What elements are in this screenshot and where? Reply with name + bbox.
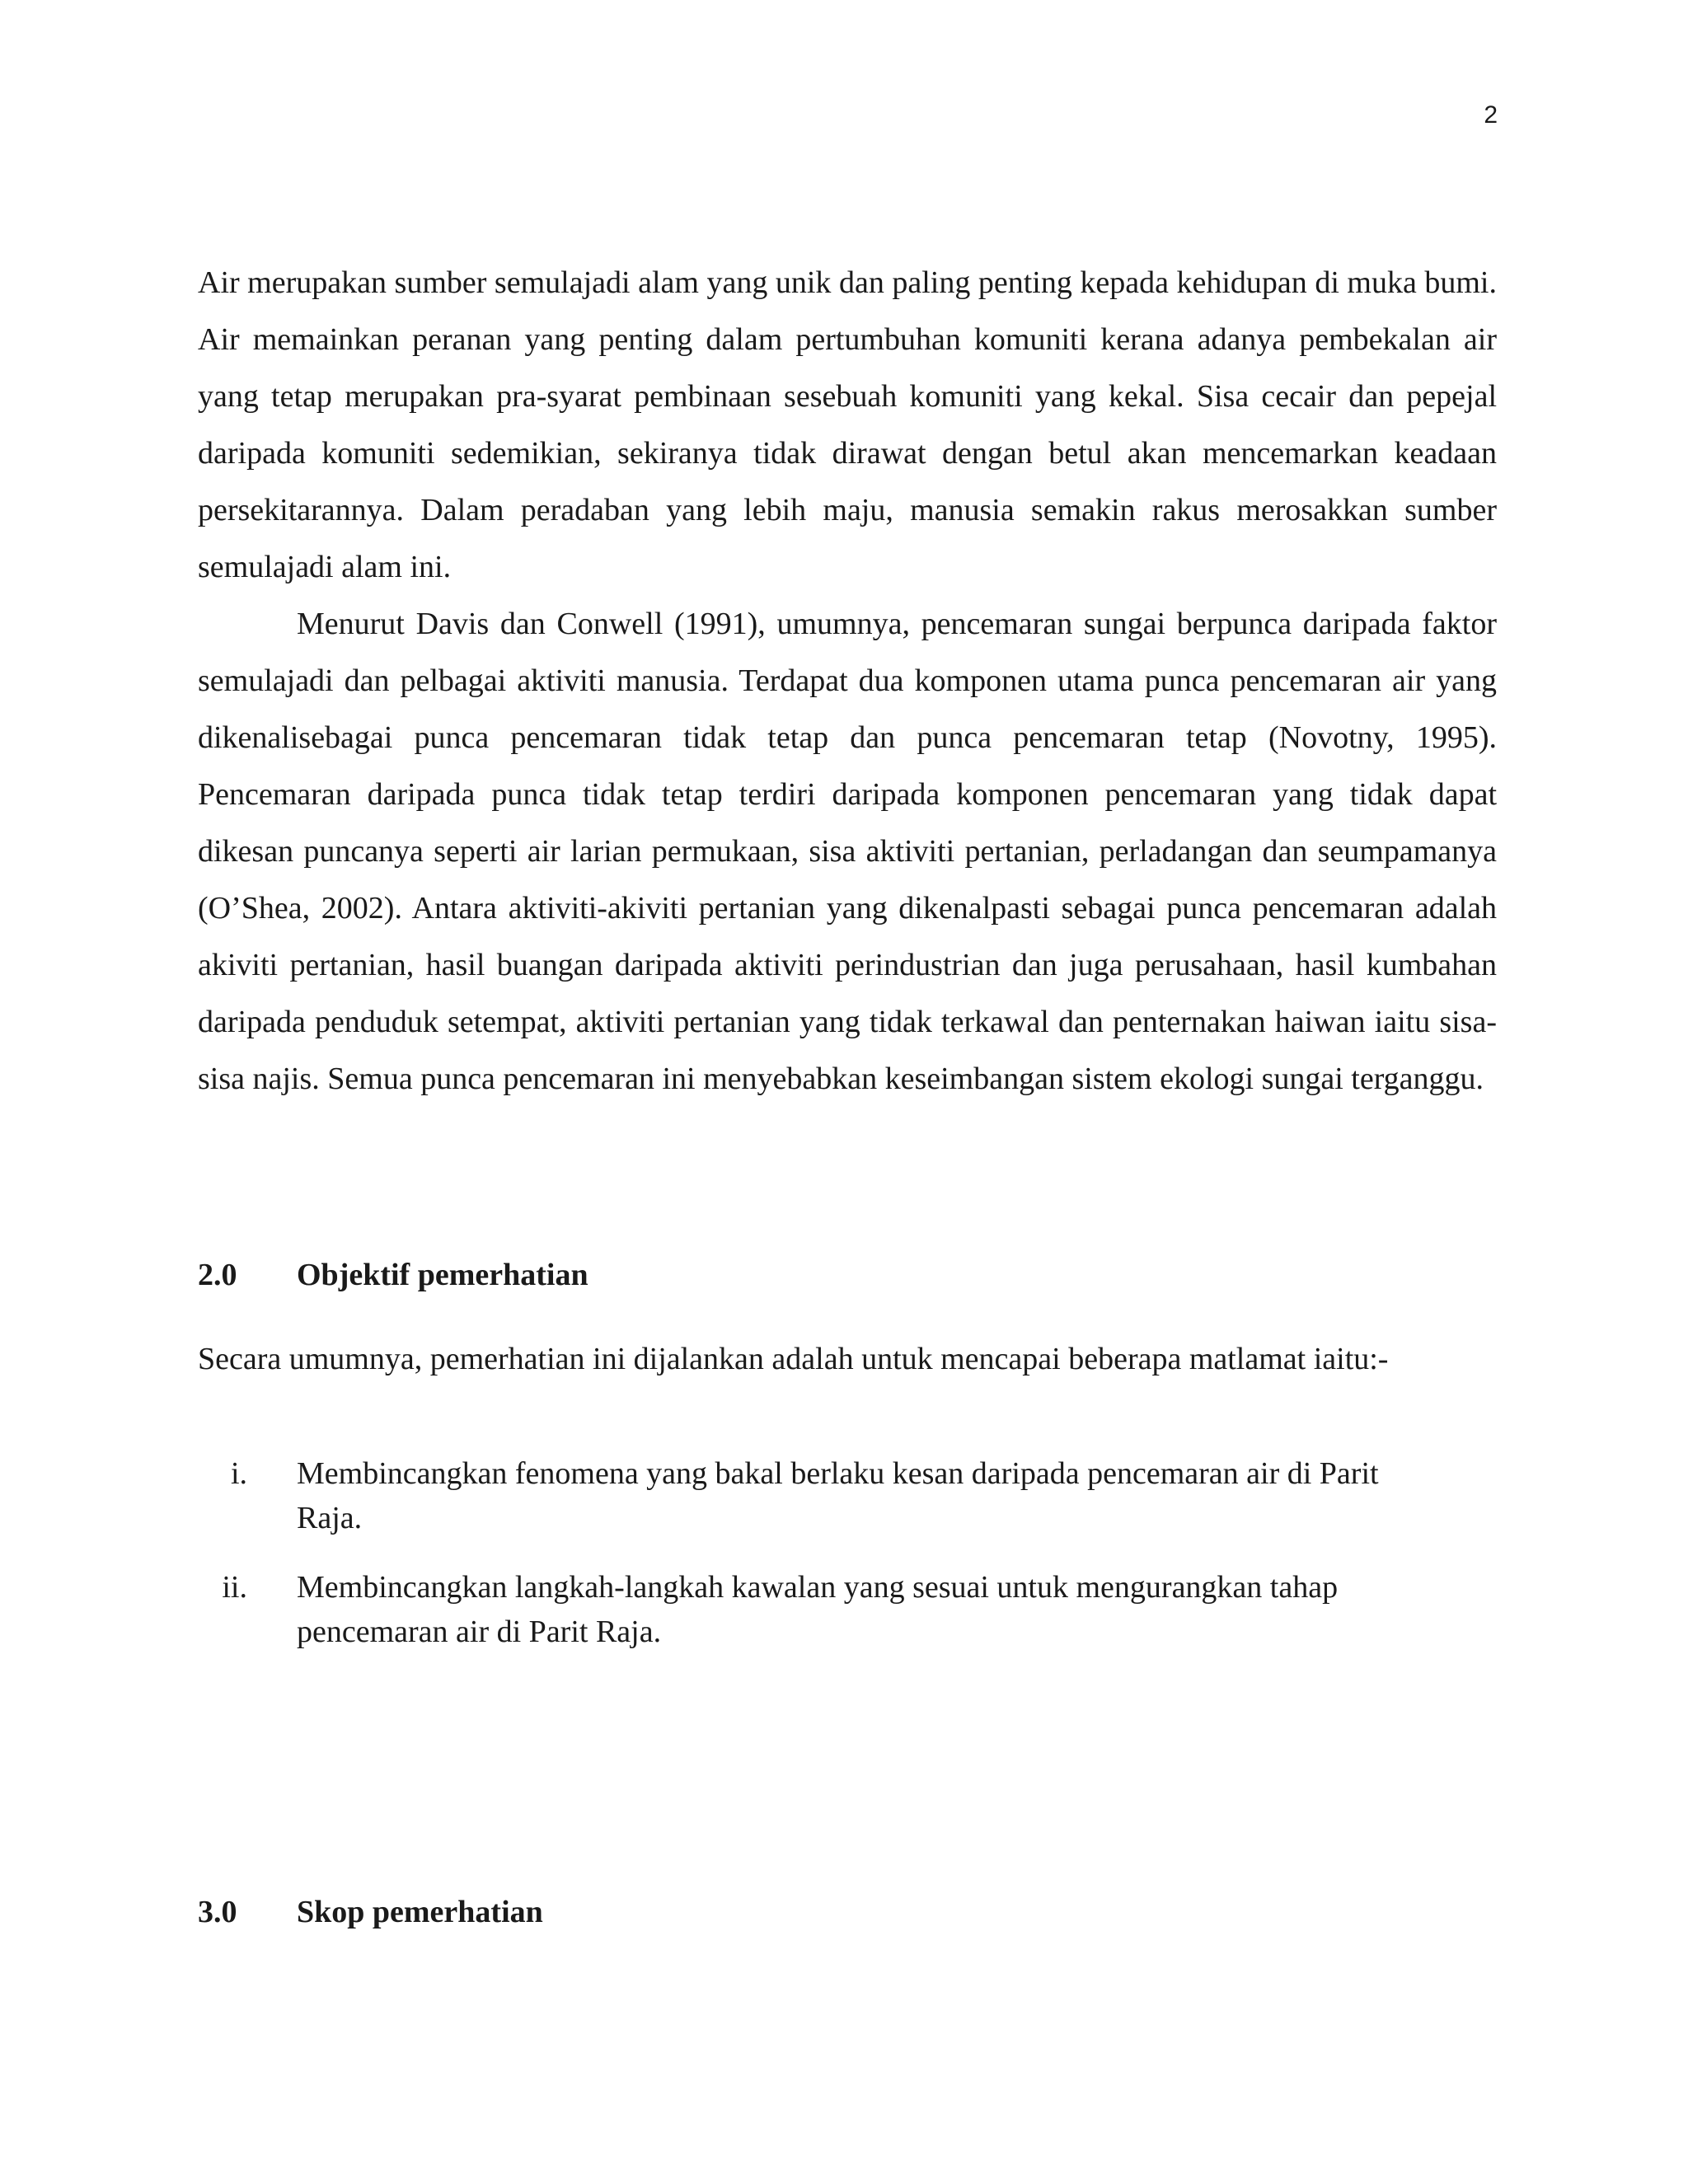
section-title: Objektif pemerhatian: [297, 1258, 588, 1292]
paragraph-pollution-sources: Menurut Davis dan Conwell (1991), umumnya, pencemaran sungai berpunca daripada faktor semulajadi dan pelbagai aktiviti manusia. Terdapat dua komponen utama punca pencemaran air yang dikenalisebagai punca pencemaran tidak tetap dan punca pencemaran tetap (Novotny, 1995). Pencemaran daripada punca tidak tetap terdiri daripada komponen pencemaran yang tidak dapat dikesan puncanya seperti air larian permukaan, sisa aktiviti pertanian, perladangan dan seumpamanya (O’Shea, 2002). Antara aktiviti-akiviti pertanian yang dikenalpasti sebagai punca pencemaran adalah akiviti pertanian, hasil buangan daripada aktiviti perindustrian dan juga perusahaan, hasil kumbahan daripada penduduk setempat, aktiviti pertanian yang tidak terkawal dan penternakan haiwan iaitu sisa-sisa najis. Semua punca pencemaran ini menyebabkan keseimbangan sistem ekologi sungai terganggu.: [198, 607, 1497, 1096]
section-title: Skop pemerhatian: [297, 1895, 543, 1929]
list-item: [198, 1451, 1434, 1540]
paragraph-intro: Air merupakan sumber semulajadi alam yang unik dan paling penting kepada kehidupan di muka bumi. Air memainkan peranan yang penting dalam pertumbuhan komuniti kerana adanya pembekalan air yang tetap merupakan pra-syarat pembinaan sesebuah komuniti yang kekal. Sisa cecair dan pepejal daripada komuniti sedemikian, sekiranya tidak dirawat dengan betul akan mencemarkan keadaan persekitarannya. Dalam peradaban yang lebih maju, manusia semakin rakus merosakkan sumber semulajadi alam ini.: [198, 265, 1497, 584]
objectives-intro: Secara umumnya, pemerhatian ini dijalankan adalah untuk mencapai beberapa matlamat iaitu:-: [198, 1342, 1389, 1376]
list-item: [198, 1565, 1434, 1654]
list-marker: ii.: [222, 1570, 247, 1605]
list-item-text: Membincangkan fenomena yang bakal berlaku kesan daripada pencemaran air di Parit Raja.: [297, 1456, 1379, 1535]
section-heading-objectives: [198, 1256, 588, 1294]
list-item-text: Membincangkan langkah-langkah kawalan yang sesuai untuk mengurangkan tahap pencemaran air di Parit Raja.: [297, 1570, 1339, 1649]
list-marker: i.: [230, 1456, 247, 1491]
section-number: 3.0: [198, 1895, 237, 1929]
objectives-list: [198, 1451, 1434, 1679]
section-number: 2.0: [198, 1258, 237, 1292]
page-number: 2: [1484, 101, 1498, 129]
section-heading-scope: [198, 1893, 543, 1931]
